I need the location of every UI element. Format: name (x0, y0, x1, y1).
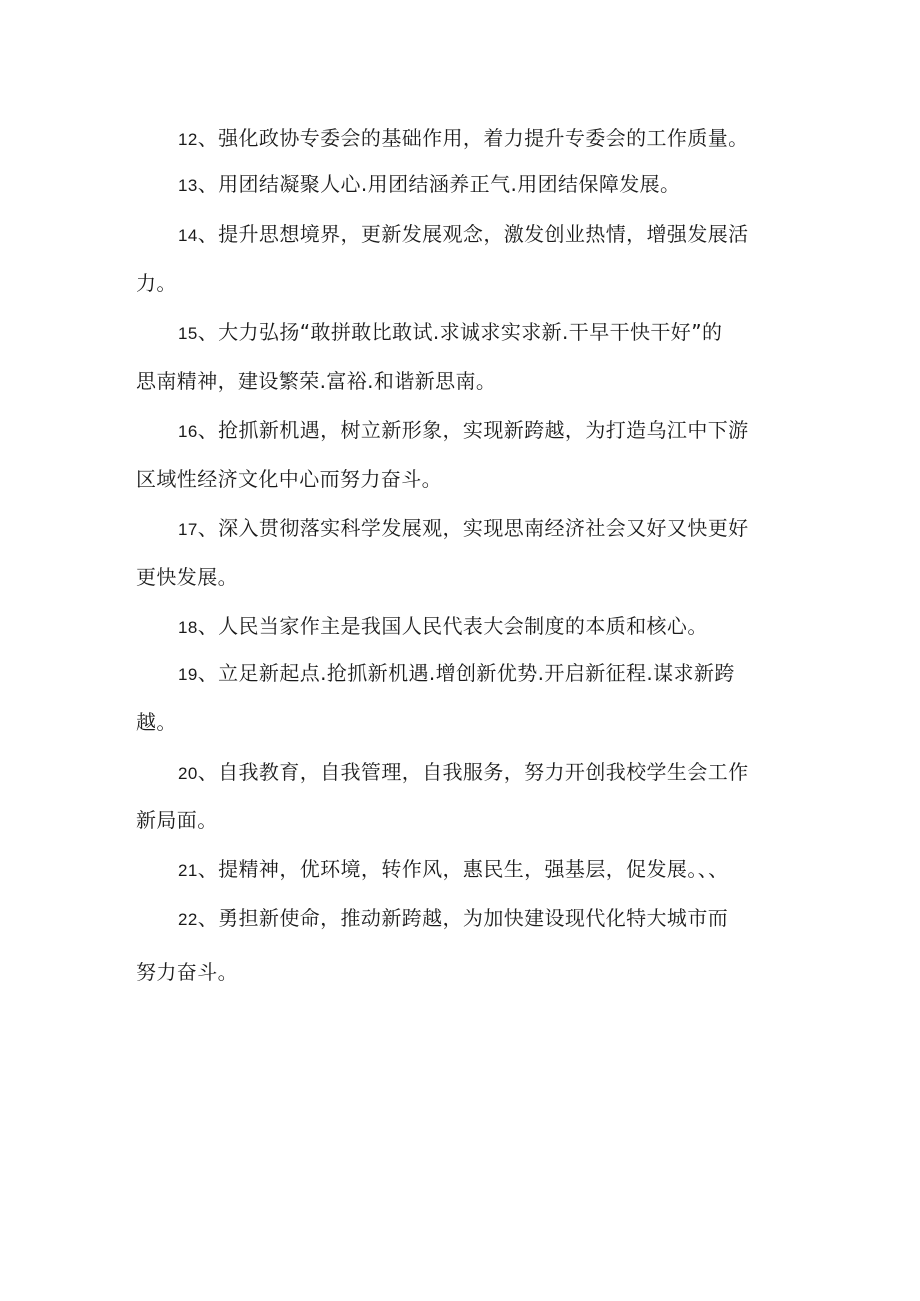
item-text: 、大力弘扬“敢拼敢比敢试.求诚求实求新.干早干快干好”的 (197, 320, 723, 344)
item-number: 13 (178, 176, 198, 195)
item-text: 、用团结凝聚人心.用团结涵养正气.用团结保障发展。 (197, 172, 681, 196)
item-text: 、深入贯彻落实科学发展观，实现思南经济社会又好又快更好 (197, 516, 749, 540)
item-number: 20 (178, 764, 198, 783)
item-text: 、提精神，优环境，转作风，惠民生，强基层，促发展。、、 (197, 857, 729, 881)
item-number: 14 (178, 226, 198, 245)
item-text: 、自我教育，自我管理，自我服务，努力开创我校学生会工作 (197, 760, 749, 784)
item-text: 、勇担新使命，推动新跨越，为加快建设现代化特大城市而 (197, 906, 729, 930)
item-number: 19 (178, 665, 198, 684)
item-text: 努力奋斗。 (136, 960, 238, 984)
item-number: 18 (178, 618, 198, 637)
item-text: 、立足新起点.抢抓新机遇.增创新优势.开启新征程.谋求新跨 (197, 661, 735, 685)
item-text: 、人民当家作主是我国人民代表大会制度的本质和核心。 (197, 614, 708, 638)
item-20-line-2 (136, 808, 218, 832)
item-21-line-1 (178, 857, 729, 883)
item-text: 越。 (136, 710, 177, 734)
item-19-line-2 (136, 710, 177, 734)
item-17-line-2 (136, 565, 238, 589)
item-14-line-1 (178, 222, 749, 248)
item-12-line-1 (178, 126, 749, 152)
item-number: 22 (178, 910, 198, 929)
item-text: 、强化政协专委会的基础作用，着力提升专委会的工作质量。 (197, 126, 749, 150)
item-text: 思南精神，建设繁荣.富裕.和谐新思南。 (136, 369, 497, 393)
item-22-line-1 (178, 906, 728, 932)
item-text: 区域性经济文化中心而努力奋斗。 (136, 467, 442, 491)
item-text: 新局面。 (136, 808, 218, 832)
item-text: 、抢抓新机遇，树立新形象，实现新跨越，为打造乌江中下游 (197, 418, 749, 442)
item-13-line-1 (178, 172, 680, 198)
item-16-line-2 (136, 467, 442, 491)
item-number: 21 (178, 861, 198, 880)
item-20-line-1 (178, 760, 749, 786)
item-18-line-1 (178, 614, 708, 640)
item-19-line-1 (178, 661, 735, 687)
item-number: 15 (178, 324, 198, 343)
item-number: 17 (178, 520, 198, 539)
item-15-line-2 (136, 369, 496, 393)
item-17-line-1 (178, 516, 749, 542)
item-number: 12 (178, 130, 198, 149)
item-16-line-1 (178, 418, 749, 444)
item-14-line-2 (136, 271, 177, 295)
item-text: 、提升思想境界，更新发展观念，激发创业热情，增强发展活 (197, 222, 749, 246)
item-text: 更快发展。 (136, 565, 238, 589)
item-15-line-1 (178, 320, 722, 346)
item-22-line-2 (136, 960, 238, 984)
item-text: 力。 (136, 271, 177, 295)
item-number: 16 (178, 422, 198, 441)
